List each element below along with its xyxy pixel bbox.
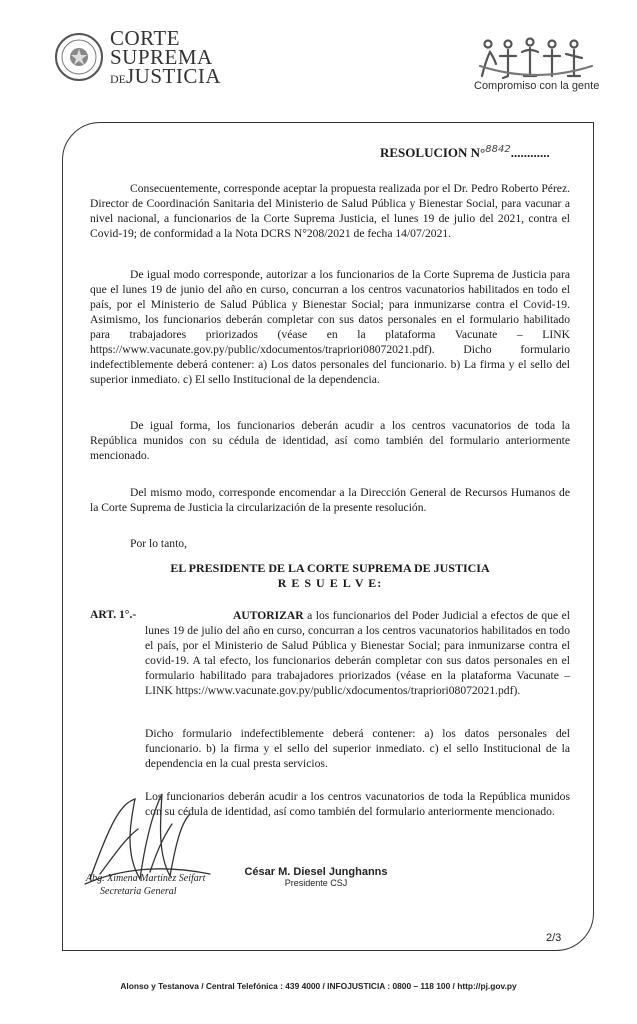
decree-resuelve: R E S U E L V E: — [277, 576, 383, 590]
president-name: César M. Diesel Junghanns — [244, 866, 388, 878]
article-text-2: Dicho formulario indefectiblemente deberá contener: a) los datos personales del funcionario. b) la firma y el sello del superior inmediato. c) el sello Institucional de la dependencia en la cual presta servicios. — [145, 727, 570, 770]
paragraph-2: De igual modo corresponde, autorizar a los funcionarios de la Corte Suprema de Justicia para que el lunes 19 de junio del año en curso, concurran a los centros vacunatorios habilitados en todo el país, por el Ministerio de Salud Pública y Bienestar Social; para inmunizarse contra el Covid-19. Asimismo, los funcionarios deberán completar con sus datos personales en el formulario habilitado para trabajadores priorizados (véase en la plataforma Vacunate – LINK https://www.vacunate.gov.py/public/xdocumentos/trapriori08072021.pdf). Dicho formulario indefectiblemente deberá contener: a) Los datos personales del funcionario. b) La firma y el sello del superior inmediato. c) El sello Institucional de la dependencia. — [90, 268, 570, 386]
court-name-line1: CORTE — [110, 26, 181, 50]
court-name-prefix: DE — [110, 72, 126, 86]
secretary-name: Abg. Ximena Martínez Seifart — [86, 873, 206, 884]
people-figures-icon — [478, 36, 596, 80]
article-verb: AUTORIZAR — [233, 609, 304, 622]
court-name-logo — [110, 26, 222, 89]
paragraph-3: De igual forma, los funcionarios deberán acudir a los centros vacunatorios de toda la República munidos con su cédula de identidad, así como también del formulario anteriormente mencionado. — [90, 419, 570, 462]
court-name-line3: JUSTICIA — [126, 64, 222, 88]
resolution-dots: ............ — [510, 145, 550, 160]
court-seal-icon — [54, 32, 104, 82]
slogan: Compromiso con la gente — [474, 80, 600, 92]
court-name-line2: SUPREMA — [110, 45, 213, 69]
resolution-number: 8842 — [485, 144, 511, 155]
article-body: a los funcionarios del Poder Judicial a efectos de que el lunes 19 de julio del año en curso, concurran a los centros vacunatorios habilitados en todo el país, por el Ministerio de Salud Pública y Bienestar Social; para inmunizarse contra el covid-19. A tal efecto, los funcionarios deberán completar con sus datos personales en el formulario habilitado para trabajadores priorizados (véase en la plataforma Vacunate – LINK https://www.vacunate.gov.py/public/xdocumentos/trapriori08072021.pdf). — [145, 609, 570, 697]
page-number: 2/3 — [546, 932, 562, 944]
secretary-role: Secretaria General — [100, 886, 177, 897]
article-text-3: Los funcionarios deberán acudir a los centros vacunatorios de toda la República munidos con su cédula de identidad, así como también del formulario anteriormente mencionado. — [145, 790, 570, 818]
article-text-1 — [145, 608, 570, 698]
decree-title: EL PRESIDENTE DE LA CORTE SUPREMA DE JUSTICIA — [170, 561, 490, 575]
president-role: Presidente CSJ — [284, 878, 348, 888]
footer-contact: Alonso y Testanova / Central Telefónica : 439 4000 / INFOJUSTICIA : 0800 – 118 100 / http://pj.gov.py — [120, 981, 517, 991]
court-name-line3-wrap — [110, 64, 222, 89]
paragraph-1: Consecuentemente, corresponde aceptar la propuesta realizada por el Dr. Pedro Roberto Pérez. Director de Coordinación Sanitaria del Ministerio de Salud Pública y Bienestar Social, para vacunar a nivel nacional, a funcionarios de la Corte Suprema Justicia, el lunes 19 de julio del 2021, contra el Covid-19; de conformidad a la Nota DCRS N°208/2021 de fecha 14/07/2021. — [90, 182, 570, 240]
paragraph-5: Por lo tanto, — [130, 537, 188, 550]
article-label: ART. 1°.- — [90, 608, 137, 621]
secretary-signature-block — [86, 872, 205, 898]
president-signature-block — [236, 866, 396, 888]
paragraph-4: Del mismo modo, corresponde encomendar a la Dirección General de Recursos Humanos de la Corte Suprema de Justicia la circularización de la presente resolución. — [90, 486, 570, 514]
resolution-title — [380, 145, 550, 161]
resolution-label: RESOLUCION N° — [380, 145, 486, 160]
